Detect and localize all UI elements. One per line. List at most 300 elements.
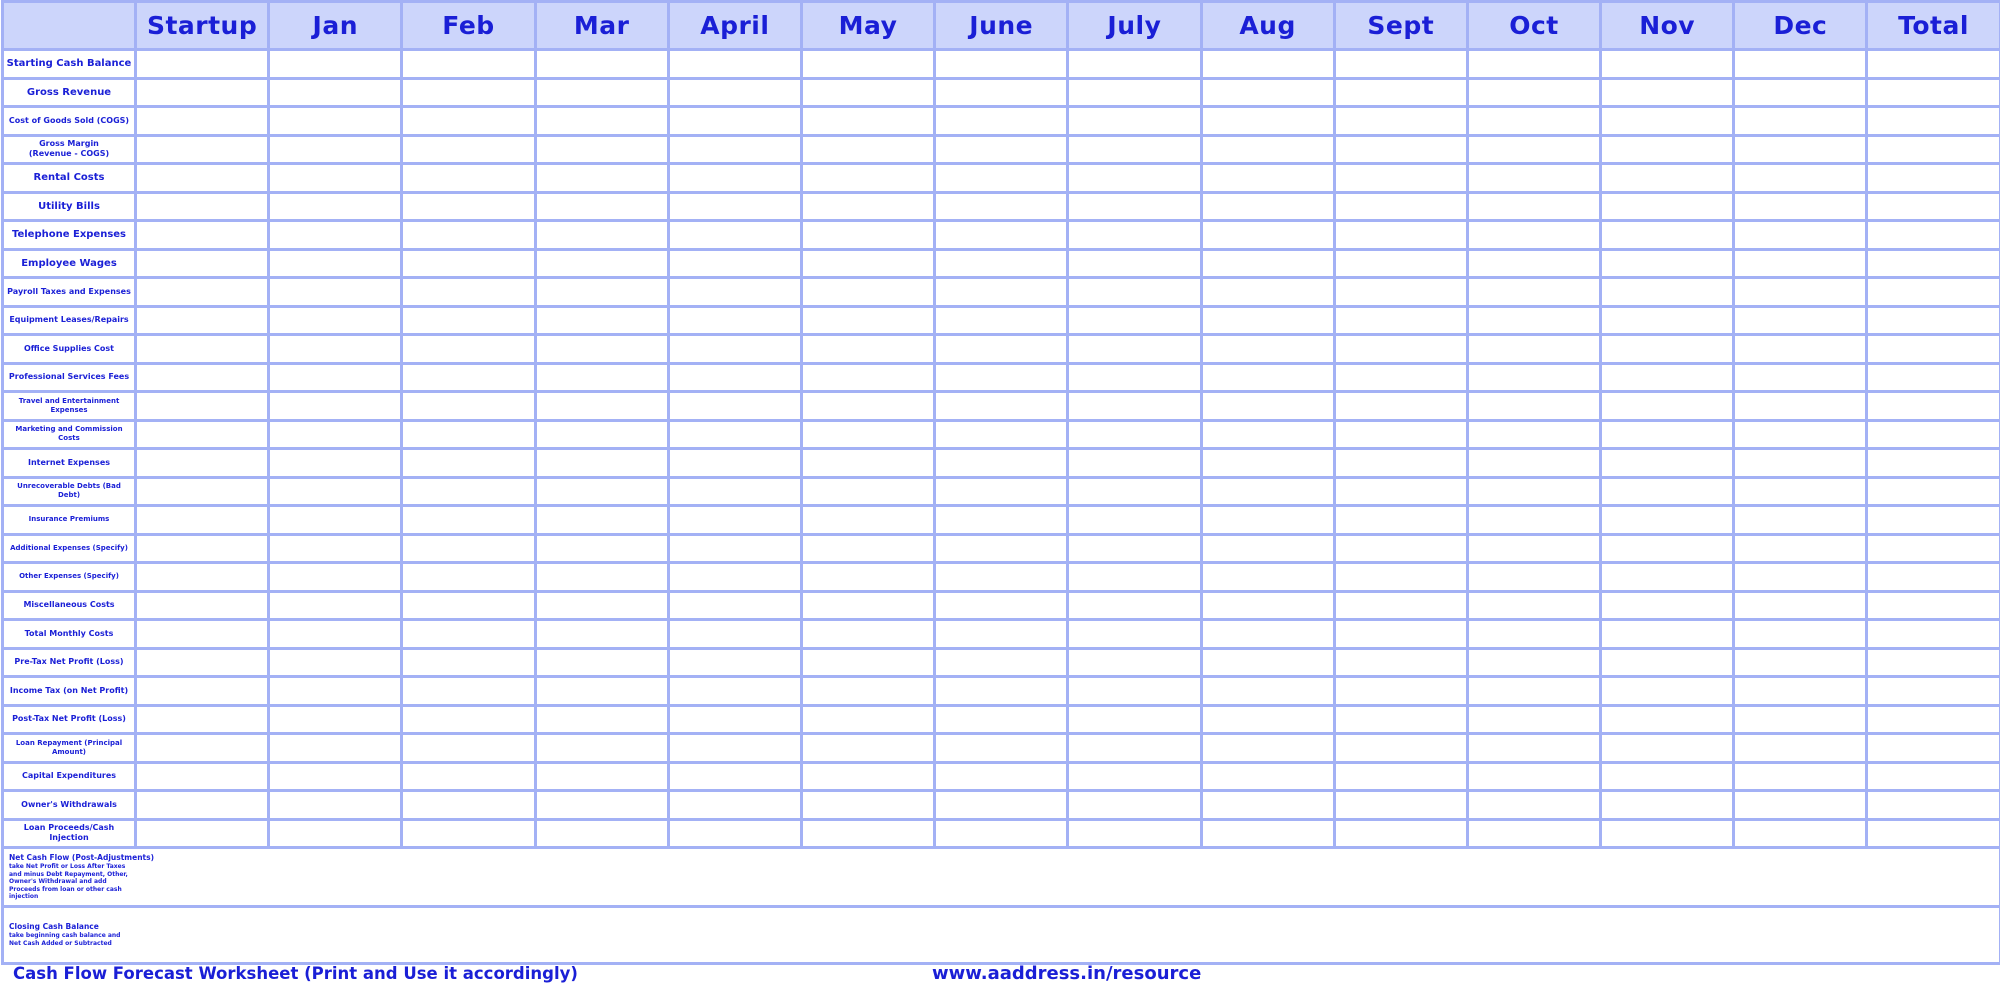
entry-cell[interactable]: [1867, 677, 2000, 706]
entry-cell[interactable]: [1334, 791, 1467, 820]
entry-cell[interactable]: [269, 534, 402, 563]
entry-cell[interactable]: [1201, 135, 1334, 164]
entry-cell[interactable]: [1867, 506, 2000, 535]
entry-cell[interactable]: [935, 734, 1068, 763]
entry-cell[interactable]: [935, 107, 1068, 136]
entry-cell[interactable]: [1601, 705, 1734, 734]
entry-cell[interactable]: [535, 449, 668, 478]
entry-cell[interactable]: [801, 762, 934, 791]
entry-cell[interactable]: [535, 591, 668, 620]
entry-cell[interactable]: [668, 392, 801, 421]
entry-cell[interactable]: [402, 221, 535, 250]
entry-cell[interactable]: [1467, 363, 1600, 392]
entry-cell[interactable]: [1867, 306, 2000, 335]
entry-cell[interactable]: [1867, 78, 2000, 107]
entry-cell[interactable]: [402, 591, 535, 620]
entry-cell[interactable]: [1601, 78, 1734, 107]
entry-cell[interactable]: [136, 135, 269, 164]
entry-cell[interactable]: [1201, 563, 1334, 592]
entry-cell[interactable]: [1601, 164, 1734, 193]
entry-cell[interactable]: [1867, 705, 2000, 734]
entry-cell[interactable]: [269, 221, 402, 250]
entry-cell[interactable]: [668, 534, 801, 563]
entry-cell[interactable]: [935, 762, 1068, 791]
closing-cash-balance-cell[interactable]: [3, 906, 2000, 963]
entry-cell[interactable]: [1068, 819, 1201, 848]
entry-cell[interactable]: [136, 306, 269, 335]
entry-cell[interactable]: [668, 591, 801, 620]
entry-cell[interactable]: [1201, 249, 1334, 278]
entry-cell[interactable]: [269, 762, 402, 791]
entry-cell[interactable]: [402, 449, 535, 478]
entry-cell[interactable]: [136, 221, 269, 250]
entry-cell[interactable]: [535, 791, 668, 820]
entry-cell[interactable]: [402, 791, 535, 820]
entry-cell[interactable]: [1867, 192, 2000, 221]
entry-cell[interactable]: [1467, 449, 1600, 478]
entry-cell[interactable]: [1601, 306, 1734, 335]
entry-cell[interactable]: [1201, 762, 1334, 791]
entry-cell[interactable]: [535, 534, 668, 563]
entry-cell[interactable]: [1601, 563, 1734, 592]
entry-cell[interactable]: [1734, 363, 1867, 392]
entry-cell[interactable]: [402, 335, 535, 364]
entry-cell[interactable]: [136, 249, 269, 278]
entry-cell[interactable]: [136, 449, 269, 478]
entry-cell[interactable]: [1334, 620, 1467, 649]
entry-cell[interactable]: [269, 449, 402, 478]
entry-cell[interactable]: [1068, 791, 1201, 820]
entry-cell[interactable]: [1068, 734, 1201, 763]
entry-cell[interactable]: [1068, 677, 1201, 706]
entry-cell[interactable]: [1734, 107, 1867, 136]
entry-cell[interactable]: [402, 534, 535, 563]
entry-cell[interactable]: [668, 221, 801, 250]
entry-cell[interactable]: [801, 363, 934, 392]
entry-cell[interactable]: [1068, 705, 1201, 734]
entry-cell[interactable]: [1201, 819, 1334, 848]
entry-cell[interactable]: [1334, 762, 1467, 791]
entry-cell[interactable]: [1334, 306, 1467, 335]
entry-cell[interactable]: [668, 648, 801, 677]
entry-cell[interactable]: [535, 648, 668, 677]
entry-cell[interactable]: [269, 164, 402, 193]
entry-cell[interactable]: [1068, 449, 1201, 478]
entry-cell[interactable]: [269, 506, 402, 535]
entry-cell[interactable]: [402, 50, 535, 79]
entry-cell[interactable]: [269, 249, 402, 278]
entry-cell[interactable]: [402, 762, 535, 791]
entry-cell[interactable]: [1601, 249, 1734, 278]
entry-cell[interactable]: [1601, 648, 1734, 677]
entry-cell[interactable]: [1867, 335, 2000, 364]
entry-cell[interactable]: [1467, 620, 1600, 649]
entry-cell[interactable]: [402, 306, 535, 335]
entry-cell[interactable]: [535, 335, 668, 364]
entry-cell[interactable]: [1734, 477, 1867, 506]
entry-cell[interactable]: [1467, 420, 1600, 449]
entry-cell[interactable]: [1334, 192, 1467, 221]
entry-cell[interactable]: [136, 591, 269, 620]
entry-cell[interactable]: [801, 335, 934, 364]
entry-cell[interactable]: [1068, 648, 1201, 677]
entry-cell[interactable]: [136, 278, 269, 307]
entry-cell[interactable]: [535, 107, 668, 136]
entry-cell[interactable]: [402, 506, 535, 535]
entry-cell[interactable]: [935, 677, 1068, 706]
entry-cell[interactable]: [1201, 50, 1334, 79]
entry-cell[interactable]: [136, 78, 269, 107]
entry-cell[interactable]: [1734, 249, 1867, 278]
entry-cell[interactable]: [668, 705, 801, 734]
entry-cell[interactable]: [1201, 192, 1334, 221]
entry-cell[interactable]: [1201, 506, 1334, 535]
entry-cell[interactable]: [1734, 306, 1867, 335]
entry-cell[interactable]: [1601, 477, 1734, 506]
entry-cell[interactable]: [1334, 278, 1467, 307]
entry-cell[interactable]: [1734, 563, 1867, 592]
entry-cell[interactable]: [1201, 705, 1334, 734]
entry-cell[interactable]: [1201, 677, 1334, 706]
entry-cell[interactable]: [535, 135, 668, 164]
entry-cell[interactable]: [1467, 221, 1600, 250]
entry-cell[interactable]: [1201, 449, 1334, 478]
entry-cell[interactable]: [1467, 705, 1600, 734]
entry-cell[interactable]: [1068, 363, 1201, 392]
entry-cell[interactable]: [801, 705, 934, 734]
entry-cell[interactable]: [1467, 107, 1600, 136]
entry-cell[interactable]: [1201, 221, 1334, 250]
entry-cell[interactable]: [668, 762, 801, 791]
entry-cell[interactable]: [1734, 677, 1867, 706]
entry-cell[interactable]: [1734, 534, 1867, 563]
entry-cell[interactable]: [1068, 563, 1201, 592]
net-cash-flow-cell[interactable]: [3, 848, 2000, 907]
entry-cell[interactable]: [136, 107, 269, 136]
entry-cell[interactable]: [1601, 620, 1734, 649]
entry-cell[interactable]: [402, 135, 535, 164]
entry-cell[interactable]: [801, 78, 934, 107]
entry-cell[interactable]: [402, 734, 535, 763]
entry-cell[interactable]: [269, 734, 402, 763]
entry-cell[interactable]: [1867, 392, 2000, 421]
entry-cell[interactable]: [668, 192, 801, 221]
entry-cell[interactable]: [935, 335, 1068, 364]
entry-cell[interactable]: [801, 534, 934, 563]
entry-cell[interactable]: [1601, 734, 1734, 763]
entry-cell[interactable]: [668, 335, 801, 364]
entry-cell[interactable]: [1734, 449, 1867, 478]
entry-cell[interactable]: [269, 335, 402, 364]
entry-cell[interactable]: [668, 477, 801, 506]
entry-cell[interactable]: [801, 620, 934, 649]
entry-cell[interactable]: [935, 791, 1068, 820]
entry-cell[interactable]: [1734, 135, 1867, 164]
entry-cell[interactable]: [269, 192, 402, 221]
entry-cell[interactable]: [1334, 705, 1467, 734]
entry-cell[interactable]: [1601, 449, 1734, 478]
entry-cell[interactable]: [1601, 50, 1734, 79]
entry-cell[interactable]: [801, 50, 934, 79]
entry-cell[interactable]: [1734, 819, 1867, 848]
entry-cell[interactable]: [668, 563, 801, 592]
entry-cell[interactable]: [1068, 221, 1201, 250]
entry-cell[interactable]: [269, 791, 402, 820]
entry-cell[interactable]: [1467, 335, 1600, 364]
entry-cell[interactable]: [1867, 563, 2000, 592]
entry-cell[interactable]: [801, 449, 934, 478]
entry-cell[interactable]: [1734, 50, 1867, 79]
entry-cell[interactable]: [269, 563, 402, 592]
entry-cell[interactable]: [1467, 734, 1600, 763]
entry-cell[interactable]: [269, 107, 402, 136]
entry-cell[interactable]: [1467, 477, 1600, 506]
entry-cell[interactable]: [535, 50, 668, 79]
entry-cell[interactable]: [1467, 78, 1600, 107]
entry-cell[interactable]: [1467, 306, 1600, 335]
entry-cell[interactable]: [1601, 363, 1734, 392]
entry-cell[interactable]: [668, 420, 801, 449]
entry-cell[interactable]: [935, 306, 1068, 335]
entry-cell[interactable]: [136, 534, 269, 563]
entry-cell[interactable]: [269, 420, 402, 449]
entry-cell[interactable]: [1601, 762, 1734, 791]
entry-cell[interactable]: [269, 591, 402, 620]
entry-cell[interactable]: [269, 648, 402, 677]
entry-cell[interactable]: [1068, 591, 1201, 620]
entry-cell[interactable]: [1867, 648, 2000, 677]
entry-cell[interactable]: [935, 78, 1068, 107]
entry-cell[interactable]: [535, 563, 668, 592]
entry-cell[interactable]: [935, 192, 1068, 221]
entry-cell[interactable]: [535, 819, 668, 848]
entry-cell[interactable]: [1734, 734, 1867, 763]
entry-cell[interactable]: [935, 249, 1068, 278]
entry-cell[interactable]: [269, 278, 402, 307]
entry-cell[interactable]: [402, 420, 535, 449]
entry-cell[interactable]: [1601, 591, 1734, 620]
entry-cell[interactable]: [269, 78, 402, 107]
entry-cell[interactable]: [1334, 50, 1467, 79]
entry-cell[interactable]: [801, 791, 934, 820]
entry-cell[interactable]: [1734, 648, 1867, 677]
entry-cell[interactable]: [1068, 164, 1201, 193]
entry-cell[interactable]: [1734, 791, 1867, 820]
entry-cell[interactable]: [668, 449, 801, 478]
entry-cell[interactable]: [1867, 420, 2000, 449]
entry-cell[interactable]: [935, 50, 1068, 79]
entry-cell[interactable]: [1068, 506, 1201, 535]
entry-cell[interactable]: [269, 363, 402, 392]
entry-cell[interactable]: [1201, 477, 1334, 506]
entry-cell[interactable]: [535, 192, 668, 221]
entry-cell[interactable]: [136, 819, 269, 848]
entry-cell[interactable]: [1601, 392, 1734, 421]
entry-cell[interactable]: [136, 762, 269, 791]
entry-cell[interactable]: [1734, 335, 1867, 364]
entry-cell[interactable]: [136, 477, 269, 506]
entry-cell[interactable]: [402, 107, 535, 136]
entry-cell[interactable]: [801, 563, 934, 592]
entry-cell[interactable]: [535, 363, 668, 392]
entry-cell[interactable]: [1867, 249, 2000, 278]
entry-cell[interactable]: [801, 221, 934, 250]
entry-cell[interactable]: [1334, 506, 1467, 535]
entry-cell[interactable]: [1201, 78, 1334, 107]
entry-cell[interactable]: [1467, 677, 1600, 706]
entry-cell[interactable]: [801, 135, 934, 164]
entry-cell[interactable]: [136, 563, 269, 592]
entry-cell[interactable]: [1201, 278, 1334, 307]
entry-cell[interactable]: [402, 78, 535, 107]
entry-cell[interactable]: [1334, 78, 1467, 107]
entry-cell[interactable]: [668, 50, 801, 79]
entry-cell[interactable]: [935, 591, 1068, 620]
entry-cell[interactable]: [269, 620, 402, 649]
entry-cell[interactable]: [1467, 591, 1600, 620]
entry-cell[interactable]: [1867, 591, 2000, 620]
entry-cell[interactable]: [1068, 135, 1201, 164]
entry-cell[interactable]: [1201, 164, 1334, 193]
entry-cell[interactable]: [935, 221, 1068, 250]
entry-cell[interactable]: [136, 648, 269, 677]
entry-cell[interactable]: [1068, 107, 1201, 136]
entry-cell[interactable]: [1734, 221, 1867, 250]
entry-cell[interactable]: [402, 648, 535, 677]
entry-cell[interactable]: [1867, 620, 2000, 649]
entry-cell[interactable]: [402, 819, 535, 848]
entry-cell[interactable]: [1068, 306, 1201, 335]
entry-cell[interactable]: [1867, 107, 2000, 136]
entry-cell[interactable]: [1867, 221, 2000, 250]
entry-cell[interactable]: [535, 306, 668, 335]
entry-cell[interactable]: [1068, 78, 1201, 107]
entry-cell[interactable]: [136, 192, 269, 221]
entry-cell[interactable]: [1467, 135, 1600, 164]
entry-cell[interactable]: [801, 477, 934, 506]
entry-cell[interactable]: [1734, 506, 1867, 535]
entry-cell[interactable]: [668, 363, 801, 392]
entry-cell[interactable]: [1068, 278, 1201, 307]
entry-cell[interactable]: [1334, 135, 1467, 164]
entry-cell[interactable]: [1601, 677, 1734, 706]
entry-cell[interactable]: [535, 249, 668, 278]
entry-cell[interactable]: [1467, 392, 1600, 421]
entry-cell[interactable]: [535, 734, 668, 763]
entry-cell[interactable]: [1334, 221, 1467, 250]
entry-cell[interactable]: [1734, 620, 1867, 649]
entry-cell[interactable]: [1201, 420, 1334, 449]
entry-cell[interactable]: [668, 107, 801, 136]
entry-cell[interactable]: [136, 705, 269, 734]
entry-cell[interactable]: [1734, 705, 1867, 734]
entry-cell[interactable]: [801, 392, 934, 421]
entry-cell[interactable]: [935, 705, 1068, 734]
entry-cell[interactable]: [1334, 591, 1467, 620]
entry-cell[interactable]: [1867, 734, 2000, 763]
entry-cell[interactable]: [1201, 363, 1334, 392]
entry-cell[interactable]: [1467, 164, 1600, 193]
entry-cell[interactable]: [1601, 534, 1734, 563]
entry-cell[interactable]: [1467, 791, 1600, 820]
entry-cell[interactable]: [1334, 648, 1467, 677]
entry-cell[interactable]: [1867, 791, 2000, 820]
entry-cell[interactable]: [1867, 819, 2000, 848]
entry-cell[interactable]: [535, 705, 668, 734]
entry-cell[interactable]: [402, 677, 535, 706]
entry-cell[interactable]: [535, 762, 668, 791]
entry-cell[interactable]: [1867, 164, 2000, 193]
entry-cell[interactable]: [535, 221, 668, 250]
entry-cell[interactable]: [801, 677, 934, 706]
entry-cell[interactable]: [1068, 50, 1201, 79]
entry-cell[interactable]: [1601, 420, 1734, 449]
entry-cell[interactable]: [668, 278, 801, 307]
entry-cell[interactable]: [1734, 192, 1867, 221]
resource-url[interactable]: www.aaddress.in/resource: [932, 963, 1202, 984]
entry-cell[interactable]: [402, 164, 535, 193]
entry-cell[interactable]: [269, 677, 402, 706]
entry-cell[interactable]: [1068, 192, 1201, 221]
entry-cell[interactable]: [668, 306, 801, 335]
entry-cell[interactable]: [1601, 819, 1734, 848]
entry-cell[interactable]: [1734, 762, 1867, 791]
entry-cell[interactable]: [402, 477, 535, 506]
entry-cell[interactable]: [1601, 278, 1734, 307]
entry-cell[interactable]: [1601, 221, 1734, 250]
entry-cell[interactable]: [1334, 335, 1467, 364]
entry-cell[interactable]: [136, 420, 269, 449]
entry-cell[interactable]: [136, 50, 269, 79]
entry-cell[interactable]: [136, 620, 269, 649]
entry-cell[interactable]: [1601, 791, 1734, 820]
entry-cell[interactable]: [402, 363, 535, 392]
entry-cell[interactable]: [668, 620, 801, 649]
entry-cell[interactable]: [1601, 335, 1734, 364]
entry-cell[interactable]: [801, 107, 934, 136]
entry-cell[interactable]: [668, 506, 801, 535]
entry-cell[interactable]: [1068, 392, 1201, 421]
entry-cell[interactable]: [1467, 278, 1600, 307]
entry-cell[interactable]: [1334, 734, 1467, 763]
entry-cell[interactable]: [668, 249, 801, 278]
entry-cell[interactable]: [1467, 819, 1600, 848]
entry-cell[interactable]: [668, 734, 801, 763]
entry-cell[interactable]: [535, 506, 668, 535]
entry-cell[interactable]: [1334, 420, 1467, 449]
entry-cell[interactable]: [1334, 249, 1467, 278]
entry-cell[interactable]: [1601, 192, 1734, 221]
entry-cell[interactable]: [136, 506, 269, 535]
entry-cell[interactable]: [801, 648, 934, 677]
entry-cell[interactable]: [801, 306, 934, 335]
entry-cell[interactable]: [535, 278, 668, 307]
entry-cell[interactable]: [1201, 791, 1334, 820]
entry-cell[interactable]: [1201, 392, 1334, 421]
entry-cell[interactable]: [1734, 164, 1867, 193]
entry-cell[interactable]: [1467, 50, 1600, 79]
entry-cell[interactable]: [801, 164, 934, 193]
entry-cell[interactable]: [801, 734, 934, 763]
entry-cell[interactable]: [1334, 477, 1467, 506]
entry-cell[interactable]: [1467, 249, 1600, 278]
entry-cell[interactable]: [1467, 762, 1600, 791]
entry-cell[interactable]: [1867, 135, 2000, 164]
entry-cell[interactable]: [535, 477, 668, 506]
entry-cell[interactable]: [1201, 591, 1334, 620]
entry-cell[interactable]: [935, 392, 1068, 421]
entry-cell[interactable]: [1068, 335, 1201, 364]
